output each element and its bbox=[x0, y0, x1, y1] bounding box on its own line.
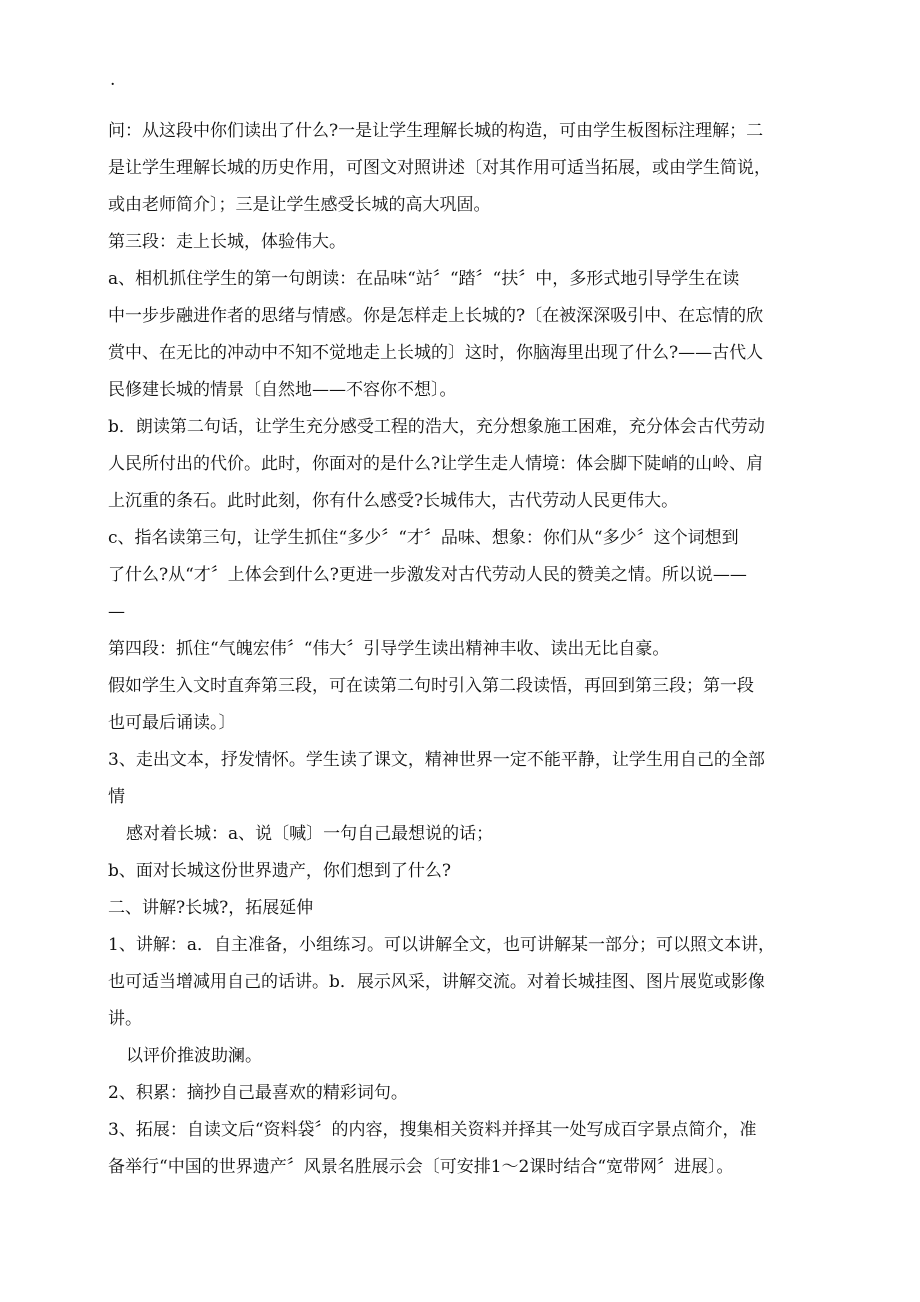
text-line: 人民所付出的代价。此时，你面对的是什么?让学生走人情境：体会脚下陡峭的山岭、肩 bbox=[108, 454, 764, 474]
text-line: 2、积累：摘抄自己最喜欢的精彩词句。 bbox=[108, 1083, 408, 1103]
text-line: 情 bbox=[108, 787, 125, 807]
document-body bbox=[108, 113, 824, 1186]
section-heading: 二、讲解?长城?，拓展延伸 bbox=[108, 898, 314, 918]
text-line: 1、讲解：a．自主准备，小组练习。可以讲解全文，也可讲解某一部分；可以照文本讲， bbox=[108, 935, 775, 955]
text-line: c、指名读第三句，让学生抓住“多少〞“才〞品味、想象：你们从“多少〞这个词想到 bbox=[108, 528, 739, 548]
text-line: 备举行“中国的世界遗产〞风景名胜展示会〔可安排1～2课时结合“宽带网〞进展〕。 bbox=[108, 1157, 734, 1177]
text-line: 也可最后诵读。〕 bbox=[108, 713, 236, 733]
text-line: b、面对长城这份世界遗产，你们想到了什么? bbox=[108, 861, 451, 881]
text-line: 中一步步融进作者的思绪与情感。你是怎样走上长城的?〔在被深深吸引中、在忘情的欣 bbox=[108, 306, 764, 326]
section-heading: 第三段：走上长城，体验伟大。 bbox=[108, 232, 346, 252]
text-line: 是让学生理解长城的历史作用，可图文对照讲述〔对其作用可适当拓展，或由学生简说， bbox=[108, 158, 771, 178]
text-line: — bbox=[108, 602, 125, 622]
text-line: 也可适当增减用自己的话讲。b．展示风采，讲解交流。对着长城挂图、图片展览或影像 bbox=[108, 972, 765, 992]
section-heading: 第四段：抓住“气魄宏伟〞“伟大〞引导学生读出精神丰收、读出无比自豪。 bbox=[108, 639, 670, 659]
text-line: 讲。 bbox=[108, 1009, 142, 1029]
text-line: 了什么?从“才〞上体会到什么?更进一步激发对古代劳动人民的赞美之情。所以说—— bbox=[108, 565, 747, 585]
text-line: 3、拓展：自读文后“资料袋〞的内容，搜集相关资料并择其一处写成百字景点简介，准 bbox=[108, 1120, 757, 1140]
text-line: 或由老师简介〕；三是让学生感受长城的高大巩固。 bbox=[108, 195, 491, 215]
text-line: 民修建长城的情景〔自然地——不容你不想〕。 bbox=[108, 380, 457, 400]
text-line: b．朗读第二句话，让学生充分感受工程的浩大，充分想象施工困难，充分体会古代劳动 bbox=[108, 417, 765, 437]
text-line: 以评价推波助澜。 bbox=[126, 1046, 262, 1066]
text-line: 感对着长城：a、说〔喊〕一句自己最想说的话； bbox=[126, 824, 494, 844]
text-line: a、相机抓住学生的第一句朗读：在品味“站〞“踏〞“扶〞中，多形式地引导学生在读 bbox=[108, 269, 740, 289]
text-line: 问：从这段中你们读出了什么?一是让学生理解长城的构造，可由学生板图标注理解；二 bbox=[108, 121, 764, 141]
text-line: 上沉重的条石。此时此刻，你有什么感受?长城伟大，古代劳动人民更伟大。 bbox=[108, 491, 679, 511]
text-line: 3、走出文本，抒发情怀。学生读了课文，精神世界一定不能平静，让学生用自己的全部 bbox=[108, 750, 765, 770]
text-line: 赏中、在无比的冲动中不知不觉地走上长城的〕这时，你脑海里出现了什么?——古代人 bbox=[108, 343, 764, 363]
page-marker: . bbox=[110, 70, 116, 90]
text-line: 假如学生入文时直奔第三段，可在读第二句时引入第二段读悟，再回到第三段；第一段 bbox=[108, 676, 754, 696]
